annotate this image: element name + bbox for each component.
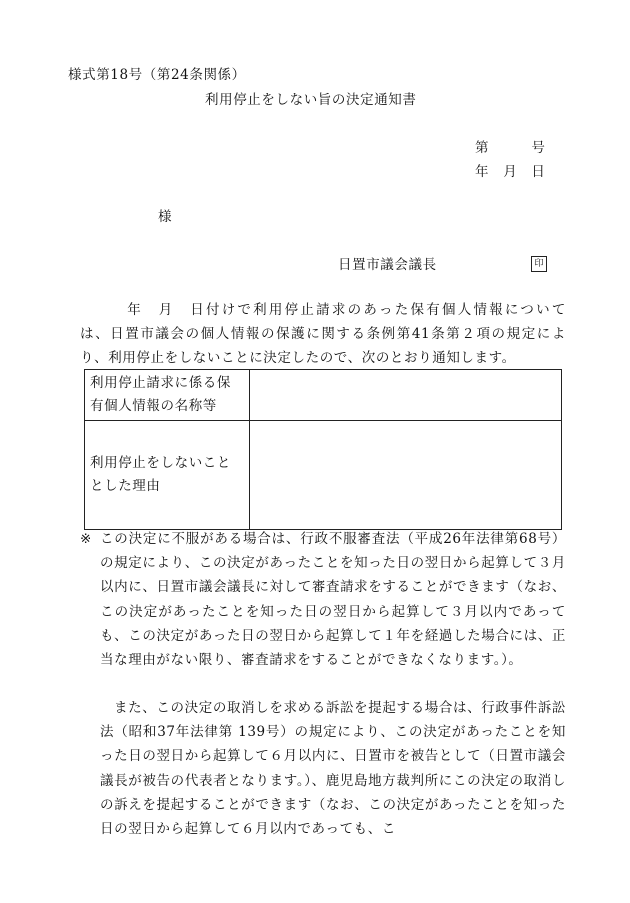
label-line: 利用停止請求に係る保 (90, 375, 231, 391)
row-value-reason (250, 421, 562, 530)
label-line: とした理由 (90, 478, 161, 494)
seal-mark: 印 (531, 256, 547, 272)
body-line: り、利用停止をしないことに決定したので、次のとおり通知します。 (80, 350, 516, 366)
body-line: 年 月 日付けで利用停止請求のあった保有個人情報について (80, 302, 566, 318)
body-line: は、日置市議会の個人情報の保護に関する条例第41条第２項の規定によ (80, 326, 566, 342)
body-paragraph (80, 298, 566, 370)
table-row (85, 421, 562, 530)
appeal-note (80, 527, 566, 672)
label-line: 利用停止をしないこと (90, 455, 231, 471)
note-text: この決定に不服がある場合は、行政不服審査法（平成26年法律第68号）の規定により、この決定があったことを知った日の翌日から起算して３月以内に、日置市議会議長に対して審査請求をすることができます（なお、この決定があったことを知った日の翌日から起算して３月以内であっても、この決定があった日の翌日から起算して１年を経過した場合には、正当な理由がない限り、審査請求をすることができなくなります。）。 (100, 531, 566, 669)
addressee-honorific: 様 (158, 209, 173, 225)
document-number: 第 号 (475, 140, 546, 156)
row-label-info-name (85, 370, 250, 421)
litigation-paragraph (100, 696, 566, 841)
document-title: 利用停止をしない旨の決定通知書 (205, 92, 417, 108)
issuer-name: 日置市議会議長 (338, 257, 437, 273)
document-date: 年 月 日 (475, 164, 546, 180)
decision-table (84, 369, 562, 530)
note-mark: ※ (80, 531, 92, 547)
row-label-reason (85, 421, 250, 530)
row-value-info-name (250, 370, 562, 421)
litigation-text: また、この決定の取消しを求める訴訟を提起する場合は、行政事件訴訟法（昭和37年法律第 139号）の規定により、この決定があったことを知った日の翌日から起算して６月以内に、日置市を被告として（日置市議会議長が被告の代表者となります。）、鹿児島地方裁判所にこの決定の取消しの訴えを提起することができます（なお、この決定があったことを知った日の翌日から起算して６月以内であっても、こ (100, 700, 566, 838)
label-line: 有個人情報の名称等 (90, 398, 217, 414)
table-row (85, 370, 562, 421)
form-number: 様式第18号（第24条関係） (68, 67, 246, 83)
